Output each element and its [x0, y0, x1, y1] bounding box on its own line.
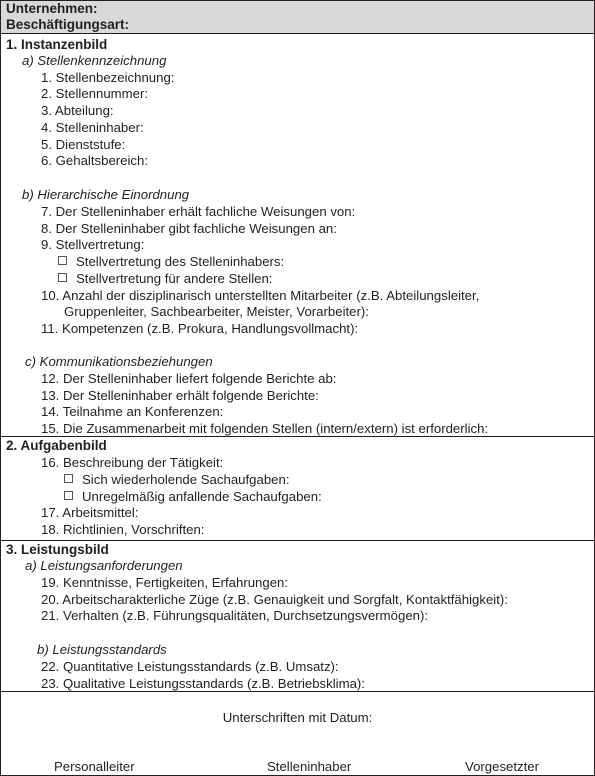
- signature-personalleiter: Personalleiter: [54, 759, 135, 774]
- field-label: 17. Arbeitsmittel:: [41, 505, 139, 520]
- signature-vorgesetzter: Vorgesetzter: [465, 759, 540, 774]
- section-leistungsbild: [1, 541, 594, 692]
- signature-stelleninhaber: Stelleninhaber: [267, 759, 352, 774]
- field-label: 16. Beschreibung der Tätigkeit:: [41, 455, 224, 470]
- checkbox-label: Sich wiederholende Sachaufgaben:: [82, 472, 290, 487]
- signature-title: Unterschriften mit Datum:: [222, 710, 373, 725]
- field-label: 7. Der Stelleninhaber erhält fachliche Weisungen von:: [41, 204, 356, 219]
- checkbox-row[interactable]: [58, 254, 284, 270]
- field-label: 5. Dienststufe:: [41, 137, 126, 152]
- checkbox-row[interactable]: [64, 489, 322, 505]
- checkbox[interactable]: [64, 474, 73, 483]
- section-title: 1. Instanzenbild: [6, 37, 108, 52]
- checkbox-row[interactable]: [58, 271, 272, 287]
- field-label: 11. Kompetenzen (z.B. Prokura, Handlungsvollmacht):: [41, 321, 359, 336]
- section-aufgabenbild: [1, 437, 594, 541]
- checkbox-label: Stellvertretung des Stelleninhabers:: [76, 254, 285, 269]
- field-label: 14. Teilnahme an Konferenzen:: [41, 404, 224, 419]
- subsection-title: b) Leistungsstandards: [37, 642, 167, 657]
- form-header: [1, 1, 594, 34]
- field-label: 10. Anzahl der disziplinarisch unterstellten Mitarbeiter (z.B. Abteilungsleiter,: [41, 288, 480, 303]
- field-label: 23. Qualitative Leistungsstandards (z.B. Betriebsklima):: [41, 676, 365, 691]
- subsection-title: c) Kommunikationsbeziehungen: [25, 354, 213, 369]
- section-instanzenbild: [1, 34, 594, 437]
- field-label: 9. Stellvertretung:: [41, 237, 145, 252]
- checkbox[interactable]: [64, 491, 73, 500]
- field-label: 18. Richtlinien, Vorschriften:: [41, 522, 205, 537]
- subsection-title: b) Hierarchische Einordnung: [22, 187, 190, 202]
- field-label: 21. Verhalten (z.B. Führungsqualitäten, Durchsetzungsvermögen):: [41, 608, 429, 623]
- field-label: 12. Der Stelleninhaber liefert folgende Berichte ab:: [41, 371, 337, 386]
- signature-section: [1, 692, 594, 775]
- company-label: Unternehmen:: [6, 1, 98, 16]
- field-label: 3. Abteilung:: [41, 103, 114, 118]
- field-label: 8. Der Stelleninhaber gibt fachliche Weisungen an:: [41, 221, 337, 236]
- subsection-title: a) Leistungsanforderungen: [25, 558, 183, 573]
- checkbox-row[interactable]: [64, 472, 290, 488]
- field-label: 13. Der Stelleninhaber erhält folgende Berichte:: [41, 388, 319, 403]
- checkbox[interactable]: [58, 273, 67, 282]
- field-label: 22. Quantitative Leistungsstandards (z.B. Umsatz):: [41, 659, 339, 674]
- section-title: 2. Aufgabenbild: [6, 438, 107, 453]
- field-label: 4. Stelleninhaber:: [41, 120, 144, 135]
- checkbox-label: Unregelmäßig anfallende Sachaufgaben:: [82, 489, 322, 504]
- field-label: 15. Die Zusammenarbeit mit folgenden Stellen (intern/extern) ist erforderlich:: [41, 421, 489, 436]
- field-label: 2. Stellennummer:: [41, 86, 149, 101]
- field-label-continued: Gruppenleiter, Sachbearbeiter, Meister, Vorarbeiter):: [64, 304, 369, 319]
- subsection-title: a) Stellenkennzeichnung: [22, 53, 167, 68]
- checkbox[interactable]: [58, 256, 67, 265]
- field-label: 6. Gehaltsbereich:: [41, 153, 149, 168]
- field-label: 20. Arbeitscharakterliche Züge (z.B. Genauigkeit und Sorgfalt, Kontaktfähigkeit):: [41, 592, 508, 607]
- field-label: 19. Kenntnisse, Fertigkeiten, Erfahrungen:: [41, 575, 289, 590]
- checkbox-label: Stellvertretung für andere Stellen:: [76, 271, 273, 286]
- employment-type-label: Beschäftigungsart:: [6, 17, 130, 32]
- field-label: 1. Stellenbezeichnung:: [41, 70, 175, 85]
- section-title: 3. Leistungsbild: [6, 542, 109, 557]
